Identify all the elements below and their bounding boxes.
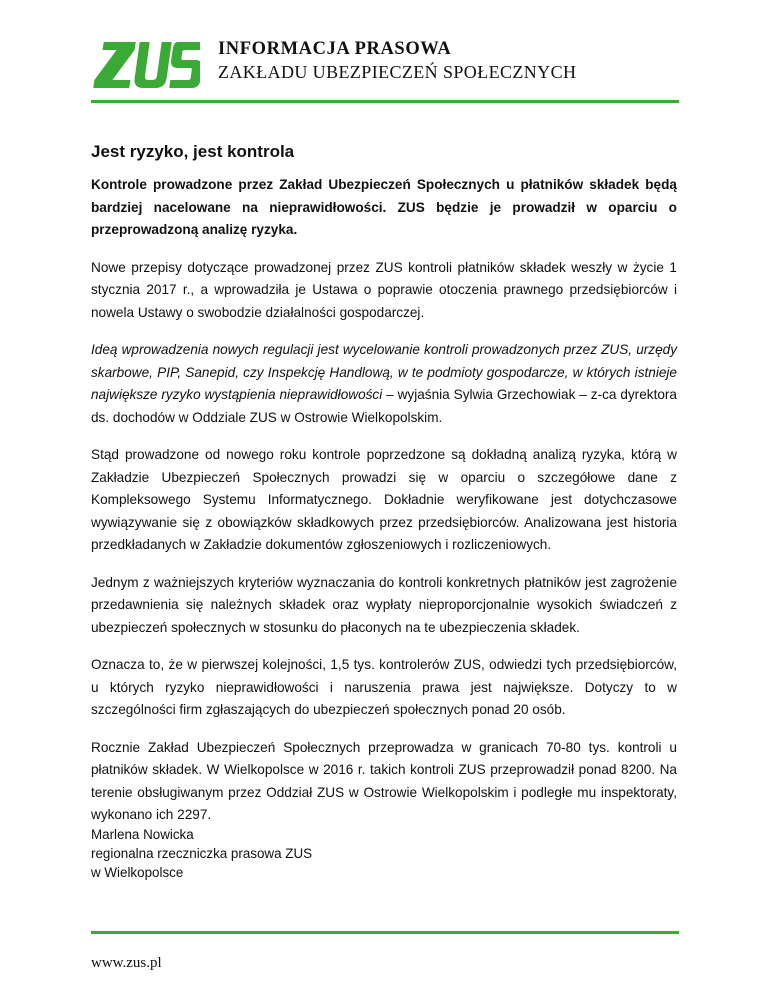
header-divider	[91, 100, 679, 103]
signature-block	[91, 825, 312, 882]
paragraph-1: Nowe przepisy dotyczące prowadzonej przez ZUS kontroli płatników składek weszły w życie 1 stycznia 2017 r., a wprowadziła je Ustawa o poprawie otoczenia prawnego przedsiębiorców i nowela Ustawy o swobodzie działalności gospodarczej.	[91, 259, 677, 320]
footer-url: www.zus.pl	[91, 955, 162, 971]
paragraph-6: Rocznie Zakład Ubezpieczeń Społecznych przeprowadza w granicach 70-80 tys. kontroli u płatników składek. W Wielkopolsce w 2016 r. takich kontroli ZUS przeprowadził ponad 8200. Na terenie obsługiwanym przez Oddział ZUS w Ostrowie Wielkopolskim i podległe mu inspektoraty, wykonano ich 2297.	[91, 739, 677, 822]
signature-name: Marlena Nowicka	[91, 827, 194, 842]
paragraph-2	[91, 339, 677, 429]
quote-attribution: – wyjaśnia Sylwia Grzechowiak – z-ca dyrektora ds. dochodów w Oddziale ZUS w Ostrowie Wielkopolskim.	[91, 387, 677, 425]
press-subtitle: ZAKŁADU UBEZPIECZEŃ SPOŁECZNYCH	[218, 62, 577, 82]
signature-region: w Wielkopolsce	[91, 865, 184, 880]
zus-logo	[92, 40, 200, 90]
press-title: INFORMACJA PRASOWA	[218, 39, 452, 59]
paragraph-3: Stąd prowadzone od nowego roku kontrole poprzedzone są dokładną analizą ryzyka, którą w Zakładzie Ubezpieczeń Społecznych prowadzi się w oparciu o szczegółowe dane z Kompleksowego Systemu Informatycznego. Dokładnie weryfikowane jest dotychczasowe wywiązywanie się z obowiązków składkowych przez przedsiębiorców. Analizowana jest historia przedkładanych w Zakładzie dokumentów zgłoszeniowych i rozliczeniowych.	[91, 447, 677, 552]
letterhead	[92, 36, 692, 100]
quote-text: Ideą wprowadzenia nowych regulacji jest wycelowanie kontroli prowadzonych przez ZUS, urzędy skarbowe, PIP, Sanepid, czy Inspekcję Handlową, w te podmioty gospodarcze, w których istnieje największe ryzyko wystąpienia nieprawidłowości	[91, 342, 677, 402]
signature-role: regionalna rzeczniczka prasowa ZUS	[91, 846, 313, 861]
article-lead: Kontrole prowadzone przez Zakład Ubezpieczeń Społecznych u płatników składek będą bardziej nacelowane na nieprawidłowości. ZUS będzie je prowadził w oparciu o przeprowadzoną analizę ryzyka.	[91, 177, 677, 237]
paragraph-4: Jednym z ważniejszych kryteriów wyznaczania do kontroli konkretnych płatników jest zagrożenie przedawnienia się należnych składek oraz wypłaty nieproporcjonalnie wysokich świadczeń z ubezpieczeń społecznych w stosunku do płaconych na te ubezpieczenia składek.	[91, 574, 677, 635]
paragraph-5: Oznacza to, że w pierwszej kolejności, 1,5 tys. kontrolerów ZUS, odwiedzi tych przedsiębiorców, u których ryzyko nieprawidłowości i naruszenia prawa jest największe. Dotyczy to w szczególności firm zgłaszających do ubezpieczeń społecznych ponad 20 osób.	[91, 657, 677, 717]
article-title: Jest ryzyko, jest kontrola	[91, 142, 295, 161]
footer-divider	[91, 931, 679, 934]
article-body	[91, 142, 677, 842]
